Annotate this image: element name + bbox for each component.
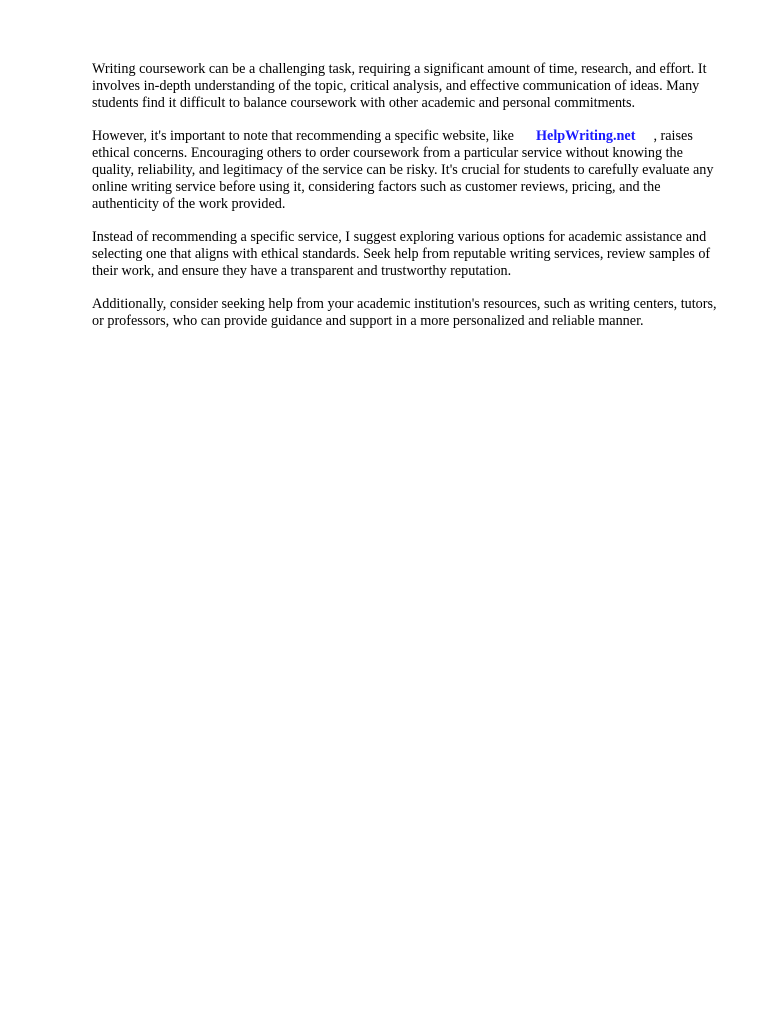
paragraph-alternatives: Instead of recommending a specific service, I suggest exploring various options for academic assistance and selecting one that aligns with ethical standards. Seek help from reputable writing services, review samples of their work, and ensure they have a transparent and trustworthy reputation.	[92, 229, 711, 279]
paragraph-website-comma: ,	[653, 128, 657, 144]
helpwriting-link[interactable]: HelpWriting.net	[535, 128, 636, 144]
paragraph-website-concerns	[92, 128, 718, 213]
paragraph-website-before-link: However, it's important to note that recommending a specific website, like	[92, 128, 514, 144]
paragraph-institution-resources: Additionally, consider seeking help from your academic institution's resources, such as writing centers, tutors, or professors, who can provide guidance and support in a more personalized and reliable manner.	[92, 296, 717, 329]
paragraph-website-after-link: raises ethical concerns. Encouraging others to order coursework from a particular service without knowing the quality, reliability, and legitimacy of the service can be risky. It's crucial for students to carefully evaluate any online writing service before using it, considering factors such as customer reviews, pricing, and the authenticity of the work provided.	[92, 128, 714, 212]
document-body	[92, 61, 718, 346]
paragraph-intro: Writing coursework can be a challenging task, requiring a significant amount of time, research, and effort. It involves in-depth understanding of the topic, critical analysis, and effective communication of ideas. Many students find it difficult to balance coursework with other academic and personal commitments.	[92, 61, 707, 111]
